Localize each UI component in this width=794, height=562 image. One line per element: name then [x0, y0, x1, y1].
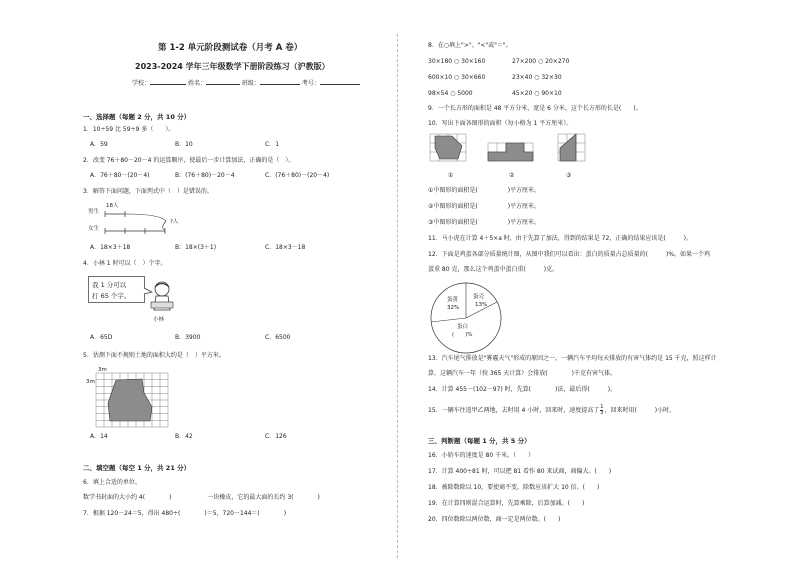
q3-more-label: ?人	[170, 219, 179, 225]
q8-cell-3: 600×10 ○ 30×660	[428, 74, 486, 81]
pie-label-white: 蛋白	[457, 324, 469, 330]
q15-text-part2: ，回来时用( )小时。	[604, 407, 676, 414]
q10-answer-3: ③中图形的面积是( )平方厘米。	[428, 219, 541, 226]
class-label: 班级：	[241, 80, 260, 87]
more-brace	[125, 214, 166, 230]
q12-pie-chart	[428, 280, 504, 356]
q13-text-line1: 13．汽车尾气排放是"雾霾天气"形成的原因之一。一辆汽车平均每天排放的有害气体约是 15 千克，照这样计	[428, 355, 717, 362]
q8-cell-2: 27×200 ○ 20×270	[512, 58, 570, 65]
q16-text: 16．小轿车的速度是 80 千米。（ ）	[428, 452, 535, 459]
q1-text: 1．10÷59 比 59÷9 多（ ）。	[83, 126, 175, 133]
girl-bar	[105, 228, 165, 234]
q3-boy-label: 男生	[88, 209, 100, 215]
q15-text	[428, 405, 675, 416]
q5-option-a[interactable]: A．14	[90, 433, 108, 440]
q20-text: 20．四位数除以两位数，商一定是两位数。( )	[428, 516, 561, 523]
q11-text: 11．马小虎在计算 4＋5×a 时，由于先算了加法，得到的结果是 72，正确的结果应该是( )。	[428, 235, 693, 242]
q12-text-line1: 12．下面是鸡蛋各部分质量统计图，从图中我们可以看出：蛋白的质量占总质量的( )%。如果一个鸡	[428, 251, 711, 258]
q5-top-length: 3m	[98, 367, 107, 373]
shape-2	[488, 143, 533, 161]
name-field[interactable]	[206, 84, 240, 85]
pie-value-yolk: 32%	[447, 305, 460, 311]
page-title: 第 1-2 单元阶段测试卷（月考 A 卷）	[158, 43, 303, 53]
q13-text-line2: 算，这辆汽车一年（按 365 天计算）会排放( )千克有害气体。	[428, 370, 616, 377]
q4-bubble-line2: 打 65 个字。	[92, 292, 131, 300]
student-info-row	[132, 80, 360, 88]
section-judge-heading: 三、判断题（每题 1 分，共 5 分）	[428, 437, 531, 445]
name-label: 姓名：	[187, 80, 206, 87]
column-divider	[397, 34, 398, 558]
school-field[interactable]	[150, 84, 186, 85]
q3-option-c[interactable]: C．18×3－18	[265, 244, 306, 251]
q10-shapes	[430, 134, 600, 176]
q2-text: 2．改变 76＋80－20－4 的运算顺序，使最后一步计算加法，正确的是（ ）。	[83, 157, 295, 164]
q1-option-c[interactable]: C．1	[265, 141, 280, 148]
q8-cell-6: 45×20 ○ 90×10	[512, 90, 562, 97]
q3-girl-label: 女生	[88, 226, 100, 232]
q10-label-2: ②	[509, 172, 515, 179]
q10-answer-1: ①中图形的面积是( )平方厘米。	[428, 187, 541, 194]
q15-text-part1: 15．一辆车往返甲乙两地，去时用 4 小时，回来时，速度提高了	[428, 407, 600, 414]
q2-option-c[interactable]: C．(76＋80)－(20－4)	[265, 172, 330, 179]
q4-person-label: 小林	[153, 317, 165, 323]
boy-bar	[105, 211, 125, 217]
pie-value-shell: 13%	[475, 302, 488, 308]
pie-label-yolk: 蛋黄	[447, 297, 459, 303]
pie-label-shell: 蛋壳	[473, 294, 485, 300]
q3-text: 3．解答下面问题，下面列式中（ ）是错误的。	[83, 188, 213, 195]
q3-option-a[interactable]: A．18×3＋18	[90, 244, 131, 251]
section-choice-heading: 一、选择题（每题 2 分，共 10 分）	[83, 113, 191, 121]
q19-text: 19．在计算四则混合运算时，先算乘除，后算加减。( )	[428, 500, 585, 507]
q2-option-a[interactable]: A．76＋80－(20－4)	[90, 172, 150, 179]
section-fill-heading: 二、填空题（每空 1 分，共 21 分）	[83, 464, 191, 472]
q6-line: 数学书封面的大小约 4( ) 一块橡皮，它的最大面的长约 3( )	[83, 494, 320, 501]
q14-text: 14．计算 455－(102－97) 时，先算( )法，最后得( )。	[428, 386, 617, 393]
school-label: 学校：	[132, 80, 151, 87]
q4-text: 4．小林 1 时可以（ ）个字。	[83, 260, 167, 267]
q12-text-line2: 蛋重 80 克，那么这个鸡蛋中蛋白重( )克。	[428, 266, 559, 273]
q3-bar-diagram	[100, 204, 190, 244]
q5-text: 5．估测下面不规则土地的面积大约是（ ）平方米。	[83, 352, 225, 359]
q10-answer-2: ②中图形的面积是( )平方厘米。	[428, 203, 541, 210]
q2-option-b[interactable]: B．(76＋80)－20－4	[175, 172, 235, 179]
pie-value-white: ( )%	[452, 332, 473, 338]
q3-boy-value: 18人	[106, 203, 119, 209]
q7-text: 7．根据 120－24＝5，得出 480÷( )＝5，720－144＝( )	[83, 510, 287, 517]
q8-text: 8．在○填上">"、"<"或"＝"。	[428, 42, 512, 49]
q4-option-a[interactable]: A．65D	[90, 334, 113, 341]
q17-text: 17．计算 400÷81 时，可以把 81 看作 80 来试商，商偏大。( )	[428, 468, 612, 475]
q10-label-1: ①	[448, 172, 454, 179]
q4-bubble-line1: 我 1 分可以	[92, 281, 127, 289]
q6-text: 6．填上合适的单位。	[83, 479, 141, 486]
q18-text: 18．被除数除以 10，要使商不变，除数应该扩大 10 倍。( )	[428, 484, 600, 491]
q1-option-a[interactable]: A．59	[90, 141, 108, 148]
shape-1	[435, 136, 462, 159]
q5-option-b[interactable]: B．42	[175, 433, 193, 440]
q10-text: 10．写出下面各图形的面积（每小格为 1 平方厘米）。	[428, 120, 573, 127]
q9-text: 9．一个长方形的面积是 48 平方分米，宽是 6 分米，这个长方形的长是( )。	[428, 105, 642, 112]
exam-no-label: 考号：	[301, 80, 320, 87]
class-field[interactable]	[260, 84, 300, 85]
q15-fraction: $\frac{1}{3}$	[600, 404, 604, 416]
q8-cell-1: 30×180 ○ 30×160	[428, 58, 486, 65]
q1-option-b[interactable]: B．10	[175, 141, 193, 148]
q10-label-3: ③	[566, 172, 572, 179]
shape-3	[560, 134, 576, 161]
q4-option-b[interactable]: B．3900	[175, 334, 201, 341]
q5-option-c[interactable]: C．126	[265, 433, 287, 440]
page-subtitle: 2023-2024 学年三年级数学下册阶段练习（沪教版）	[135, 62, 330, 71]
q5-grid-figure	[96, 373, 171, 427]
q4-option-c[interactable]: C．6500	[265, 334, 291, 341]
exam-no-field[interactable]	[320, 84, 360, 85]
q5-left-length: 3m	[86, 379, 95, 385]
q3-option-b[interactable]: B．18×(3＋1)	[175, 244, 217, 251]
q8-cell-4: 23×40 ○ 32×30	[512, 74, 562, 81]
q8-cell-5: 98×54 ○ 5000	[428, 90, 473, 97]
boy-figure-icon	[150, 280, 176, 314]
